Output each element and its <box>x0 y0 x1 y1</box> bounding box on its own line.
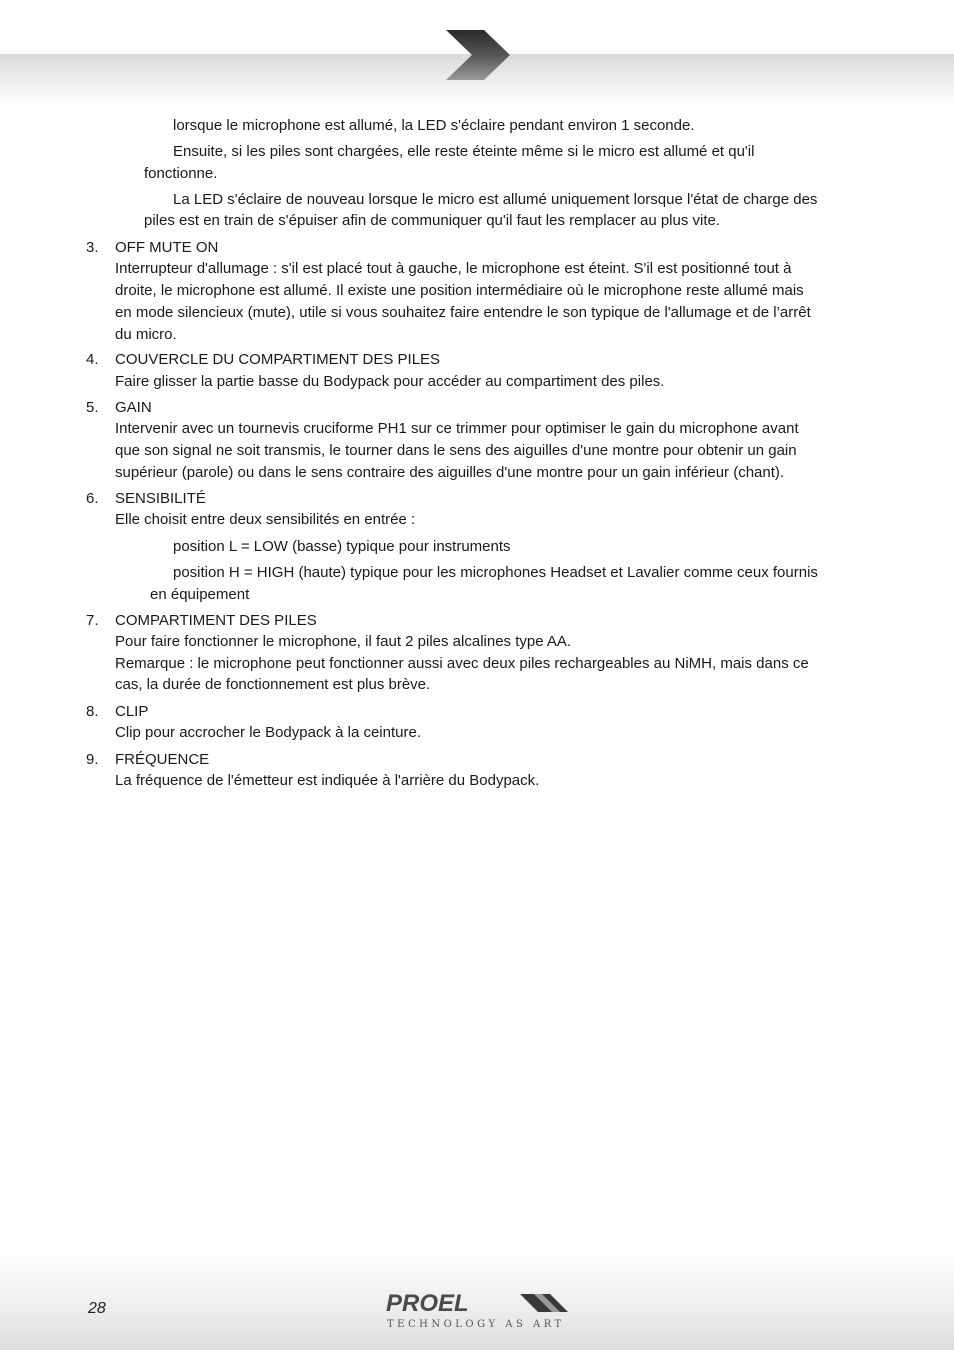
list-item-title: OFF MUTE ON <box>115 239 219 256</box>
list-item-text: Intervenir avec un tournevis cruciforme PH1 sur ce trimmer pour optimiser le gain du microphone avant <box>115 420 799 437</box>
list-item-title: FRÉQUENCE <box>115 751 210 768</box>
list-item-number: 4. <box>86 351 99 368</box>
proel-logo <box>386 1292 572 1334</box>
list-item-text: La fréquence de l'émetteur est indiquée à l'arrière du Bodypack. <box>115 772 540 789</box>
list-item-title: CLIP <box>115 703 149 720</box>
list-item-title: COMPARTIMENT DES PILES <box>115 612 317 629</box>
logo-tagline: TECHNOLOGY AS ART <box>387 1319 565 1330</box>
intro-line: La LED s'éclaire de nouveau lorsque le micro est allumé uniquement lorsque l'état de charge des <box>173 191 818 208</box>
intro-line: piles est en train de s'épuiser afin de communiquer qu'il faut les remplacer au plus vite. <box>144 212 721 229</box>
list-item-text: que son signal ne soit transmis, le tourner dans le sens des aiguilles d'une montre pour obtenir un gain <box>115 442 797 459</box>
list-item-text: droite, le microphone est allumé. Il existe une position intermédiaire où le microphone reste allumé mais <box>115 282 804 299</box>
sub-item-text: position L = LOW (basse) typique pour instruments <box>173 538 511 555</box>
list-item-text: Elle choisit entre deux sensibilités en entrée : <box>115 511 416 528</box>
list-item-number: 8. <box>86 703 99 720</box>
chevron-arrow-icon <box>444 28 512 82</box>
sub-item-text: en équipement <box>150 586 250 603</box>
list-item-text: Clip pour accrocher le Bodypack à la ceinture. <box>115 724 421 741</box>
intro-line: fonctionne. <box>144 165 218 182</box>
list-item-number: 5. <box>86 399 99 416</box>
intro-line: Ensuite, si les piles sont chargées, elle reste éteinte même si le micro est allumé et qu'il <box>173 143 755 160</box>
list-item-text: Pour faire fonctionner le microphone, il faut 2 piles alcalines type AA. <box>115 633 572 650</box>
page-number: 28 <box>88 1300 106 1317</box>
logo-chevron-icon <box>520 1294 570 1314</box>
logo-wordmark: PROEL <box>386 1290 469 1317</box>
sub-item-text: position H = HIGH (haute) typique pour les microphones Headset et Lavalier comme ceux fournis <box>173 564 818 581</box>
list-item-text: Faire glisser la partie basse du Bodypack pour accéder au compartiment des piles. <box>115 373 665 390</box>
list-item-number: 7. <box>86 612 99 629</box>
list-item-number: 6. <box>86 490 99 507</box>
list-item-text: Remarque : le microphone peut fonctionner aussi avec deux piles rechargeables au NiMH, mais dans ce <box>115 655 809 672</box>
list-item-text: en mode silencieux (mute), utile si vous souhaitez faire entendre le son typique de l'allumage et de l’arrêt <box>115 304 811 321</box>
list-item-title: SENSIBILITÉ <box>115 490 206 507</box>
list-item-text: cas, la durée de fonctionnement est plus brève. <box>115 676 431 693</box>
list-item-title: COUVERCLE DU COMPARTIMENT DES PILES <box>115 351 441 368</box>
list-item-text: Interrupteur d'allumage : s'il est placé tout à gauche, le microphone est éteint. S'il est positionné tout à <box>115 260 792 277</box>
list-item-title: GAIN <box>115 399 152 416</box>
list-item-number: 3. <box>86 239 99 256</box>
list-item-text: du micro. <box>115 326 177 343</box>
list-item-number: 9. <box>86 751 99 768</box>
intro-line: lorsque le microphone est allumé, la LED s'éclaire pendant environ 1 seconde. <box>173 117 695 134</box>
list-item-text: supérieur (parole) ou dans le sens contraire des aiguilles d'une montre pour un gain inférieur (chant). <box>115 464 785 481</box>
